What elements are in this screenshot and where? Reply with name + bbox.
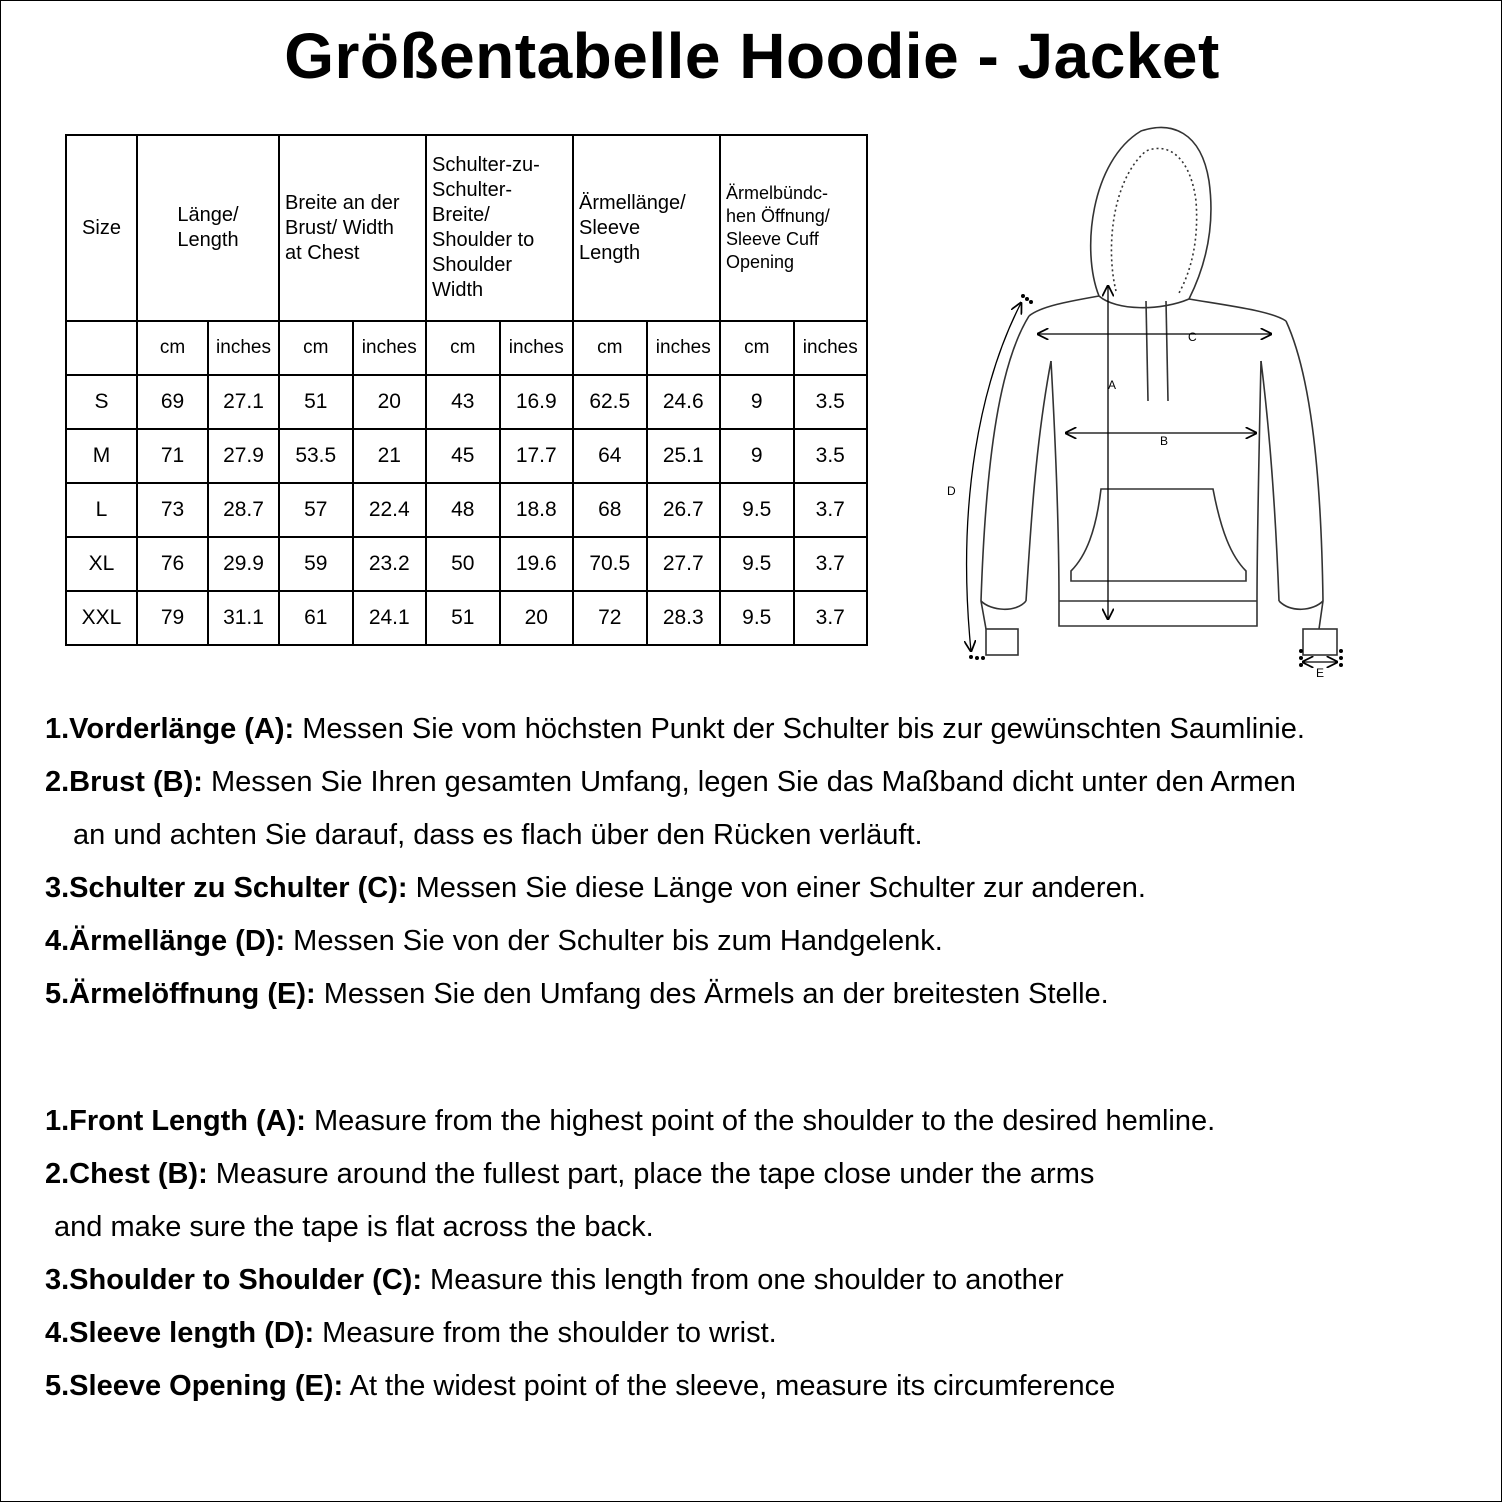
table-cell: 50 [426,537,500,591]
instruction-en-5: 5.Sleeve Opening (E): At the widest point of the sleeve, measure its circumference [45,1370,1116,1402]
table-cell: 69 [137,375,208,429]
table-cell: 61 [279,591,353,645]
table-cell: 20 [353,375,427,429]
table-row [66,375,867,429]
header-shoulder [426,135,573,321]
header-shoulder-line: Breite/ [432,204,490,226]
table-row [66,429,867,483]
table-cell-size: M [66,429,137,483]
table-cell: 23.2 [353,537,427,591]
header-sleeve [573,135,720,321]
instruction-en-4: 4.Sleeve length (D): Measure from the shoulder to wrist. [45,1317,777,1349]
instruction-de-5: 5.Ärmelöffnung (E): Messen Sie den Umfang des Ärmels an der breitesten Stelle. [45,978,1109,1010]
kangaroo-pocket [1071,489,1246,581]
table-cell: 28.7 [208,483,279,537]
left-sleeve-inner [1026,361,1051,601]
table-cell: 22.4 [353,483,427,537]
table-header-row [66,135,867,321]
table-cell: 9 [720,429,794,483]
left-shoulder [1029,296,1099,316]
size-table [65,134,868,646]
unit-cell: inches [647,321,721,375]
label-b: B [1160,434,1169,448]
table-cell: 28.3 [647,591,721,645]
table-cell: 68 [573,483,647,537]
table-cell-size: XL [66,537,137,591]
measure-d-line [967,303,1021,651]
table-cell: 24.1 [353,591,427,645]
table-cell: 71 [137,429,208,483]
table-cell: 31.1 [208,591,279,645]
header-cuff-line: hen Öffnung/ [726,206,830,226]
table-cell: 3.7 [794,537,868,591]
table-cell: 29.9 [208,537,279,591]
section-gap [45,1021,1495,1095]
unit-cell: inches [794,321,868,375]
drawstring-right [1166,301,1168,401]
table-cell-size: S [66,375,137,429]
table-cell: 3.7 [794,483,868,537]
unit-cell: inches [353,321,427,375]
right-sleeve-inner [1261,361,1279,601]
table-cell: 18.8 [500,483,574,537]
table-cell: 24.6 [647,375,721,429]
instruction-de-3: 3.Schulter zu Schulter (C): Messen Sie diese Länge von einer Schulter zur anderen. [45,872,1146,904]
hoodie-outline [981,128,1337,655]
header-sleeve-line: Sleeve [579,216,641,239]
instruction-en-1: 1.Front Length (A): Measure from the highest point of the shoulder to the desired hemline. [45,1105,1216,1137]
unit-cell: cm [573,321,647,375]
table-cell: 3.5 [794,429,868,483]
header-shoulder-line: Width [432,279,484,301]
label-e: E [1316,666,1325,680]
table-cell: 21 [353,429,427,483]
table-row [66,537,867,591]
left-sleeve-outer [981,316,1029,629]
right-shoulder [1189,299,1286,321]
table-cell: 26.7 [647,483,721,537]
label-a: A [1108,378,1117,392]
table-cell: 59 [279,537,353,591]
header-shoulder-line: Schulter- [432,179,513,201]
measurement-dots [969,294,1343,667]
left-cuff-top [981,601,1026,609]
header-size [66,135,137,321]
instruction-de-2: 2.Brust (B): Messen Sie Ihren gesamten Umfang, legen Sie das Maßband dicht unter den Armen [45,766,1296,798]
label-d: D [947,484,956,498]
table-cell: 9.5 [720,591,794,645]
unit-cell: cm [426,321,500,375]
table-row [66,591,867,645]
header-chest [279,135,426,321]
right-sleeve-outer [1286,321,1323,629]
label-c: C [1188,330,1197,344]
table-cell: 45 [426,429,500,483]
instruction-de-2-cont: an und achten Sie darauf, dass es flach über den Rücken verläuft. [73,819,923,851]
table-row [66,483,867,537]
table-cell: 27.7 [647,537,721,591]
table-cell: 9.5 [720,537,794,591]
body-right-side [1257,361,1261,601]
header-length-line: Länge/ [177,204,239,226]
header-chest-line: Brust/ Width [285,216,394,239]
table-cell: 76 [137,537,208,591]
table-cell: 62.5 [573,375,647,429]
header-cuff-line: Ärmelbündc- [726,183,829,203]
hood-inner [1111,148,1196,293]
table-unit-row [66,321,867,375]
header-size-label: Size [82,216,121,239]
measurement-lines [967,286,1337,662]
header-cuff-line: Sleeve Cuff [726,229,819,249]
unit-cell-empty [66,321,137,375]
header-sleeve-line: Ärmellänge/ [579,191,686,214]
table-cell: 19.6 [500,537,574,591]
instruction-de-4: 4.Ärmellänge (D): Messen Sie von der Schulter bis zum Handgelenk. [45,925,943,957]
table-cell: 51 [426,591,500,645]
header-sleeve-line: Length [579,241,641,264]
table-cell: 17.7 [500,429,574,483]
table-cell: 3.7 [794,591,868,645]
unit-cell: cm [720,321,794,375]
table-cell: 51 [279,375,353,429]
hoodie-diagram [941,121,1361,691]
table-cell: 64 [573,429,647,483]
header-chest-line: at Chest [285,241,360,264]
table-cell: 9.5 [720,483,794,537]
table-cell: 16.9 [500,375,574,429]
header-shoulder-line: Shoulder [432,254,513,276]
hem-band [1059,601,1257,626]
page-title: Größentabelle Hoodie - Jacket [284,20,1220,92]
header-length-line: Length [177,229,239,251]
table-cell-size: XXL [66,591,137,645]
header-cuff [720,135,867,321]
table-cell: 43 [426,375,500,429]
table-cell-size: L [66,483,137,537]
header-shoulder-line: Shoulder to [432,229,535,251]
hood-outer [1091,128,1211,299]
table-cell: 27.1 [208,375,279,429]
table-cell: 53.5 [279,429,353,483]
table-cell: 72 [573,591,647,645]
table-cell: 27.9 [208,429,279,483]
instruction-en-3: 3.Shoulder to Shoulder (C): Measure this length from one shoulder to another [45,1264,1064,1296]
table-cell: 73 [137,483,208,537]
instruction-en-2: 2.Chest (B): Measure around the fullest part, place the tape close under the arms [45,1158,1095,1190]
table-cell: 20 [500,591,574,645]
body-left-side [1051,361,1059,601]
instruction-en-2-cont: and make sure the tape is flat across the back. [54,1211,654,1243]
instructions [45,703,1495,1413]
header-shoulder-line: Schulter-zu- [432,154,540,176]
right-cuff [1303,629,1337,655]
right-cuff-top [1279,601,1323,609]
table-cell: 9 [720,375,794,429]
header-cuff-line: Opening [726,252,795,272]
table-cell: 79 [137,591,208,645]
instruction-de-1: 1.Vorderlänge (A): Messen Sie vom höchsten Punkt der Schulter bis zur gewünschten Saumlinie. [45,713,1305,745]
hood-edge [1099,296,1189,308]
header-length [137,135,279,321]
unit-cell: inches [208,321,279,375]
table-cell: 70.5 [573,537,647,591]
table-cell: 25.1 [647,429,721,483]
unit-cell: cm [137,321,208,375]
unit-cell: inches [500,321,574,375]
unit-cell: cm [279,321,353,375]
table-cell: 57 [279,483,353,537]
header-chest-line: Breite an der [285,191,400,214]
table-cell: 48 [426,483,500,537]
left-cuff [986,629,1018,655]
drawstring-left [1146,301,1148,401]
table-cell: 3.5 [794,375,868,429]
